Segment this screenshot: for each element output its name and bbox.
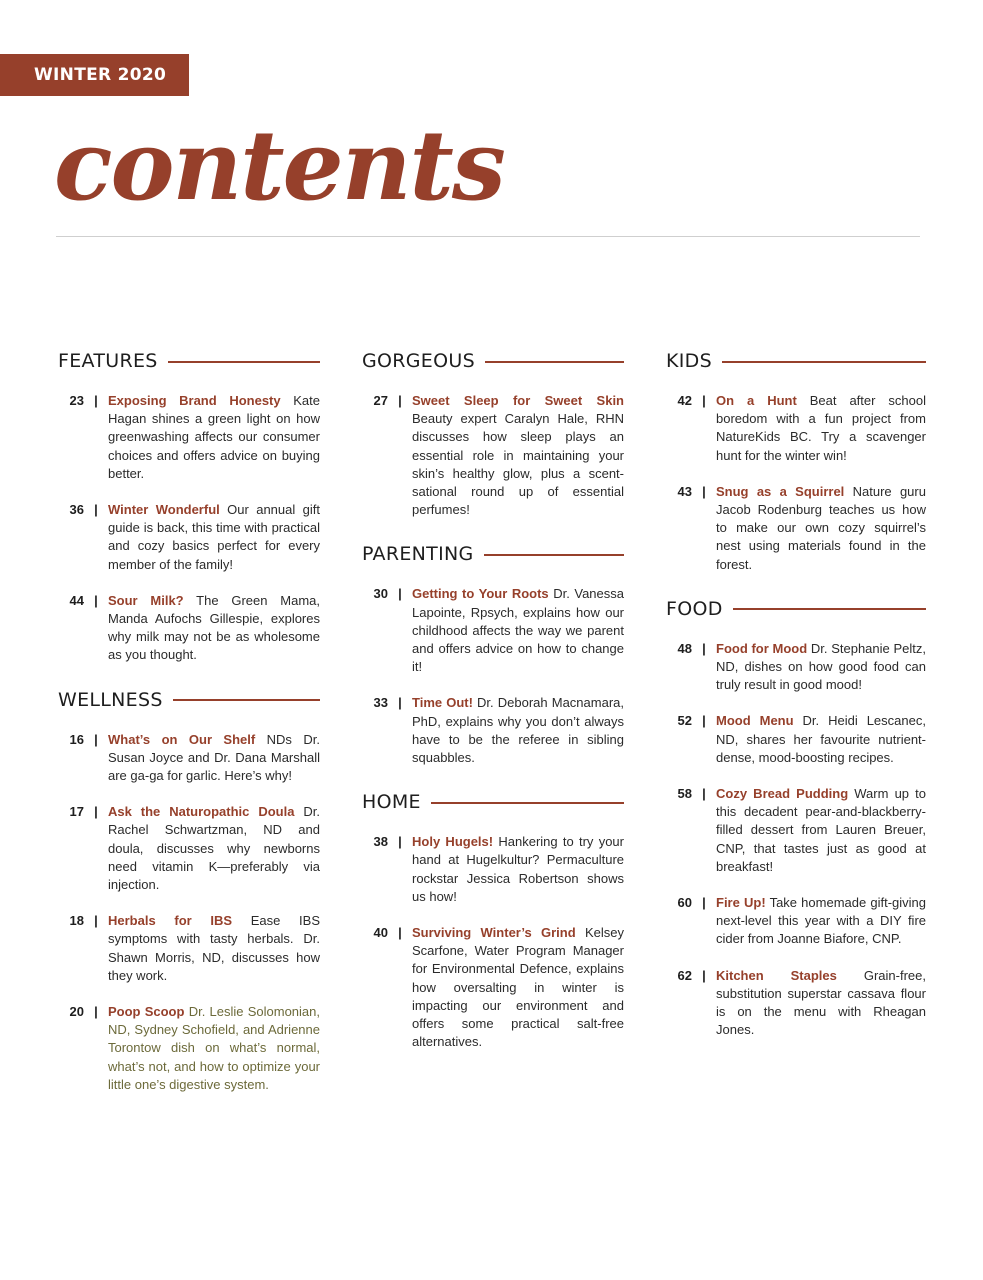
toc-entry[interactable] <box>666 640 926 695</box>
entry-description: Beauty expert Caralyn Hale, RHN discusses how sleep plays an essential role in maintaining your skin’s healthy glow, plus a scent-sational round up of essential perfumes! <box>412 411 624 518</box>
toc-entry[interactable] <box>666 483 926 574</box>
separator-bar: | <box>702 895 706 911</box>
separator-bar: | <box>702 967 706 983</box>
separator-bar: | <box>702 713 706 729</box>
entry-description: Dr. Deborah Macnamara, PhD, explains why you don’t always have to be the referee in sibling squabbles. <box>412 695 624 766</box>
separator-bar: | <box>398 695 402 711</box>
page-number: 52 <box>677 713 692 729</box>
separator-bar: | <box>702 786 706 802</box>
page-number: 16 <box>69 731 84 747</box>
toc-entry[interactable] <box>58 803 320 894</box>
page-number: 36 <box>69 502 84 518</box>
entry-body <box>108 731 320 786</box>
entry-title: On a Hunt <box>716 393 797 408</box>
entry-description: Kate Hagan shines a green light on how greenwashing affects our consumer choices and offers advice on buying better. <box>108 393 320 481</box>
section-parenting <box>362 543 624 767</box>
entry-description: Warm up to this decadent pear-and-blackberry-filled dessert from Lauren Breuer, CNP, that tastes just as good at breakfast! <box>716 786 926 874</box>
toc-entry[interactable] <box>362 392 624 519</box>
entry-title: Ask the Naturopathic Doula <box>108 804 295 820</box>
issue-badge: WINTER 2020 <box>0 54 189 96</box>
entry-body <box>716 967 926 1040</box>
entry-title: Getting to Your Roots <box>412 586 549 602</box>
entry-description: Dr. Rachel Schwartzman, ND and doula, discusses why newborns need vitamin K—preferably via injection. <box>108 804 320 893</box>
page-number: 20 <box>69 1004 84 1020</box>
entry-body <box>716 785 926 876</box>
entry-body <box>716 392 926 465</box>
section-features <box>58 350 320 665</box>
entry-description: Take homemade gift-giving next-level this year with a DIY fire cider from Joanne Biafore, CNP. <box>716 895 926 947</box>
entry-title: Mood Menu <box>716 713 794 729</box>
entry-body <box>716 483 926 574</box>
entry-description: Nature guru Jacob Rodenburg teaches us how to make our own cozy squirrel’s nest using materials found in the forest. <box>716 483 926 572</box>
section-food <box>666 598 926 1040</box>
entry-body <box>108 1003 320 1094</box>
toc-entry[interactable] <box>666 967 926 1040</box>
section-header <box>58 689 320 711</box>
entry-title: Winter Wonderful <box>108 502 220 518</box>
page-number: 40 <box>373 925 388 941</box>
separator-bar: | <box>94 1004 98 1020</box>
entry-description: Our annual gift guide is back, this time with practical and cozy basics perfect for every member of the family! <box>108 502 320 572</box>
toc-entry[interactable] <box>58 731 320 786</box>
page-number: 44 <box>69 592 84 608</box>
page-number: 58 <box>677 786 692 802</box>
separator-bar: | <box>94 502 98 518</box>
entry-body <box>412 392 624 519</box>
page-number: 48 <box>677 640 692 656</box>
entry-body <box>108 803 320 894</box>
entry-title: Fire Up! <box>716 895 766 911</box>
separator-bar: | <box>398 393 402 408</box>
separator-bar: | <box>94 804 98 820</box>
toc-entry[interactable] <box>362 833 624 906</box>
toc-entry[interactable] <box>362 924 624 1051</box>
page-number: 43 <box>677 483 692 499</box>
entry-description: NDs Dr. Susan Joyce and Dr. Dana Marshall are ga-ga for garlic. Here’s why! <box>108 731 320 784</box>
entry-title: Herbals for IBS <box>108 913 233 929</box>
toc-entry[interactable] <box>58 392 320 483</box>
separator-bar: | <box>398 925 402 941</box>
entry-title: Holy Hugels! <box>412 834 494 850</box>
entry-title: Kitchen Staples <box>716 967 837 983</box>
entry-description: Dr. Leslie Solomonian, ND, Sydney Schofield, and Adrienne Torontow dish on what’s normal, what’s not, and how to optimize your little one’s digestive system. <box>108 1004 320 1092</box>
section-title: WELLNESS <box>58 688 163 711</box>
entry-title: What’s on Our Shelf <box>108 731 256 747</box>
entry-title: Sour Milk? <box>108 592 184 608</box>
entry-body <box>716 640 926 695</box>
section-title: HOME <box>362 791 421 814</box>
section-rule <box>173 699 320 701</box>
section-rule <box>722 361 926 363</box>
section-kids <box>666 350 926 574</box>
section-rule <box>484 554 624 556</box>
section-title: FEATURES <box>58 350 158 372</box>
entry-body <box>108 912 320 985</box>
entry-body <box>716 712 926 767</box>
toc-entry[interactable] <box>58 501 320 574</box>
separator-bar: | <box>702 640 706 656</box>
toc-entry[interactable] <box>58 1003 320 1094</box>
separator-bar: | <box>398 834 402 850</box>
page-number: 60 <box>677 895 692 911</box>
section-header <box>666 598 926 620</box>
page-number: 27 <box>373 393 388 408</box>
entry-body <box>412 833 624 906</box>
entry-description: Dr. Heidi Lescanec, ND, shares her favourite nutrient-dense, mood-boosting recipes. <box>716 713 926 765</box>
entry-title: Sweet Sleep for Sweet Skin <box>412 393 624 408</box>
entry-title: Food for Mood <box>716 640 808 656</box>
separator-bar: | <box>398 586 402 602</box>
page-number: 33 <box>373 695 388 711</box>
toc-entry[interactable] <box>58 592 320 665</box>
section-home <box>362 791 624 1051</box>
entry-title: Poop Scoop <box>108 1004 185 1020</box>
toc-entry[interactable] <box>666 785 926 876</box>
entry-description: Beat after school boredom with a fun project from NatureKids BC. Try a scavenger hunt for the winter win! <box>716 393 926 463</box>
section-rule <box>168 361 320 363</box>
separator-bar: | <box>94 731 98 747</box>
entry-body <box>108 392 320 483</box>
separator-bar: | <box>94 393 98 408</box>
toc-entry[interactable] <box>362 585 624 676</box>
section-title: KIDS <box>666 350 712 372</box>
section-title: GORGEOUS <box>362 350 475 372</box>
section-header <box>362 543 624 565</box>
section-title: PARENTING <box>362 543 474 566</box>
entry-body <box>412 694 624 767</box>
entry-body <box>108 592 320 665</box>
entry-title: Cozy Bread Pudding <box>716 786 849 802</box>
page-number: 42 <box>677 393 692 408</box>
toc-entry[interactable] <box>362 694 624 767</box>
column-2 <box>362 350 624 1075</box>
title-divider <box>56 236 920 237</box>
contents-title: contents <box>54 109 504 222</box>
column-3 <box>666 350 926 1063</box>
entry-title: Snug as a Squirrel <box>716 483 845 499</box>
section-rule <box>431 802 624 804</box>
separator-bar: | <box>94 913 98 929</box>
section-header <box>362 350 624 372</box>
separator-bar: | <box>94 592 98 608</box>
entry-description: Grain-free, substitution superstar cassava flour is on the menu with Rheagan Jones. <box>716 967 926 1038</box>
page-number: 17 <box>69 804 84 820</box>
page-number: 62 <box>677 967 692 983</box>
separator-bar: | <box>702 483 706 499</box>
entry-description: Kelsey Scarfone, Water Program Manager for Environmental Defence, explains how oversalting in winter is impacting our environment and offers some practical salt-free alternatives. <box>412 925 624 1050</box>
entry-title: Exposing Brand Honesty <box>108 393 281 408</box>
toc-entry[interactable] <box>666 894 926 949</box>
column-1 <box>58 350 320 1118</box>
section-wellness <box>58 689 320 1094</box>
entry-body <box>108 501 320 574</box>
entry-body <box>412 924 624 1051</box>
section-header <box>666 350 926 372</box>
section-gorgeous <box>362 350 624 519</box>
section-rule <box>485 361 624 363</box>
section-rule <box>733 608 926 610</box>
entry-description: Dr. Stephanie Peltz, ND, dishes on how good food can truly result in good mood! <box>716 640 926 693</box>
entry-title: Time Out! <box>412 695 473 711</box>
section-header <box>58 350 320 372</box>
entry-body <box>716 894 926 949</box>
page-number: 38 <box>373 834 388 850</box>
separator-bar: | <box>702 393 706 408</box>
entry-description: Dr. Vanessa Lapointe, Rpsych, explains how our childhood affects the way we parent and offers advice on how to change it! <box>412 586 624 675</box>
section-title: FOOD <box>666 597 723 620</box>
toc-entry[interactable] <box>58 912 320 985</box>
section-header <box>362 791 624 813</box>
page-number: 23 <box>69 393 84 408</box>
entry-description: Hankering to try your hand at Hugelkultur? Permaculture rockstar Jessica Robertson shows us how! <box>412 834 624 904</box>
page-number: 30 <box>373 586 388 602</box>
toc-entry[interactable] <box>666 392 926 465</box>
toc-entry[interactable] <box>666 712 926 767</box>
entry-description: Ease IBS symptoms with tasty herbals. Dr. Shawn Morris, ND, discusses how they work. <box>108 913 320 983</box>
entry-title: Surviving Winter’s Grind <box>412 925 576 941</box>
page-number: 18 <box>69 913 84 929</box>
entry-body <box>412 585 624 676</box>
entry-description: The Green Mama, Manda Aufochs Gillespie, explores why milk may not be as wholesome as you thought. <box>108 592 320 663</box>
